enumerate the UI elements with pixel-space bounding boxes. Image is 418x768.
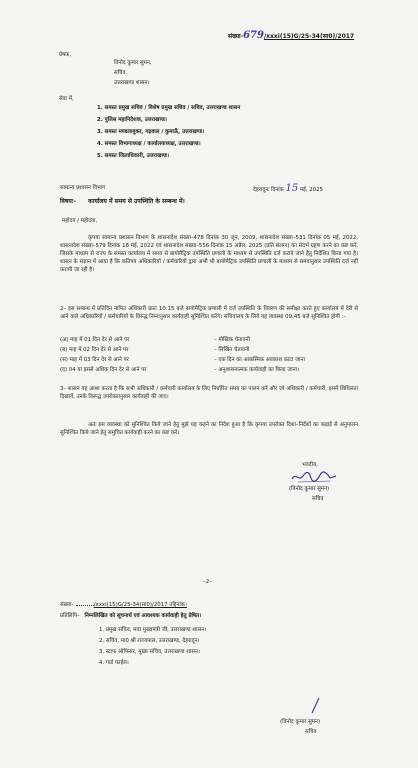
action-row (60, 365, 299, 373)
copy-recipient-item: 2. सचिव, मा0 श्री राज्यपाल, उत्तराखण्ड, देहरादून। (99, 638, 200, 644)
action-consequence: – मौखिक चेतावनी (214, 337, 250, 343)
copy-intro-text: निम्नलिखित को सूचनार्थ एवं आवश्यक कार्यवाही हेतु प्रेषित। (84, 613, 202, 619)
copy-recipient-item: 1. प्रमुख सचिव, मा0 मुख्यमंत्री जी, उत्तराखण्ड शासन। (99, 627, 207, 633)
recipients-label: सेवा में, (59, 96, 74, 102)
initial-mark-image (308, 697, 322, 715)
action-row (60, 345, 249, 353)
sender-label: प्रेषक, (59, 52, 72, 58)
action-consequence: – लिखित चेतावनी (214, 347, 250, 353)
copy-reference-number (60, 603, 187, 608)
subject-text: कार्यालय में समय से उपस्थिति के सम्बन्ध में। (88, 198, 185, 205)
reference-prefix: संख्या- (228, 33, 244, 40)
action-consequence: – एक दिन का आकस्मिक अवकाश काटा जाना (214, 357, 305, 363)
signer-designation: सचिव (312, 496, 324, 502)
copy-ref-prefix: संख्या– (60, 602, 75, 608)
copy-recipient-item: 4. गार्ड फाईल। (99, 660, 129, 666)
action-row (60, 335, 250, 343)
copy-signer-name: (विनोद कुमार सुमन) (280, 719, 321, 725)
recipient-item: 4. समस्त विभागाध्यक्ष / कार्यालयाध्यक्ष, उत्तराखण्ड। (97, 141, 201, 147)
recipient-item: 1. समस्त प्रमुख सचिव / विशेष प्रमुख सचिव / सचिव, उत्तराखण्ड शासन (97, 105, 241, 111)
subject-label: विषयः– (60, 198, 77, 205)
sender-name: विनोद कुमार सुमन, (114, 60, 152, 66)
closing: भवदीय, (302, 462, 318, 468)
reference-handwritten-number: 679 (243, 30, 264, 41)
copy-intro (60, 614, 201, 619)
action-table (60, 335, 360, 377)
recipient-item: 2. पुलिस महानिदेशक, उत्तराखण्ड। (97, 117, 167, 123)
recipient-item: 3. समस्त मण्डलायुक्त, गढ़वाल / कुमाऊँ, उत्तराखण्ड। (97, 129, 205, 135)
copy-recipient-item: 3. स्टाफ ऑफिसर, मुख्य सचिव, उत्तराखण्ड शासन। (99, 649, 200, 655)
department-name: सामान्य प्रशासन विभाग (60, 185, 106, 191)
copy-recipient-list (99, 625, 379, 675)
date-suffix: मई, 2025 (299, 187, 323, 193)
paragraph-3: 3– शासन यह आशा करता है कि सभी अधिकारी / कर्मचारी कार्यालय के लिए निर्धारित समय का पालन करें और जो अधिकारी / कर्मचारी, इसमें शिथिलता दिखायें, उनके विरूद्ध उपरोक्तानुसार कार्यवाही की जाए। (60, 386, 358, 400)
subject-line (60, 199, 185, 205)
action-condition: (ब) माह में 02 दिन देर से आने पर (60, 347, 129, 353)
action-condition: (द) 04 या इससे अधिक दिन देर से आने पर (60, 367, 147, 373)
sender-designation: सचिव, (114, 70, 128, 76)
reference-number (228, 31, 354, 41)
paragraph-4: अतः इस व्यवस्था को सुनिश्चित किये जाने हेतु मुझे यह कहने का निदेश हुआ है कि कृपया उपरोक्त दिशा–निर्देशों का कड़ाई से अनुपालन सुनिश्चित किये जाने हेतु समुचित कार्यवाही करने का कष्ट करें। (60, 422, 358, 436)
signature-scribble-image (290, 470, 338, 484)
action-row (60, 355, 305, 363)
copy-intro-label: प्रतिलिपि– (60, 613, 80, 619)
paragraph-1: कृपया सामान्य प्रशासन विभाग के शासनादेश संख्या–478 दिनांक 30 जून, 2009, शासनादेश संख्या–531 दिनांक 05 मई, 2022, शासनादेश संख्या–579 दिनांक 18 मई, 2022 एवं शासनादेश संख्या–556 दिनांक 15 अप्रैल, 2025 (प्रति संलग्न) का संदर्भ ग्रहण करने का कष्ट करें, जिसके माध्यम से राज्य के समस्त कार्यालय में समय से बायोमैट्रिक उपस्थिति प्रणाली के माध्यम से उपस्थिति दर्ज कराये जाने हेतु निर्देशित किया गया है। शासन के संज्ञान में आया है कि कतिपय अधिकारियों / कर्मचारियों द्वारा अभी भी बायोमैट्रिक उपस्थिति प्रणाली के माध्यम से समयानुसार उपस्थिति दर्ज नहीं करायी जा रही है। (60, 235, 358, 273)
reference-suffix: /xxxi(15)G/25-34(सा0)/2017 (263, 33, 355, 40)
action-condition: (स) माह में 03 दिन देर से आने पर (60, 357, 129, 363)
recipients-list (97, 103, 397, 175)
sender-org: उत्तराखण्ड शासन। (114, 80, 150, 86)
page-number: –2– (203, 579, 212, 585)
date-handwritten: 15 (285, 183, 299, 194)
action-condition: (अ) माह में 01 दिन देर से आने पर (60, 337, 130, 343)
signer-name: (विनोद कुमार सुमन) (289, 486, 330, 492)
place-date (253, 184, 323, 194)
recipient-item: 5. समस्त जिलाधिकारी, उत्तराखण्ड। (97, 153, 169, 159)
salutation: महोदय / महोदया, (62, 218, 98, 224)
paragraph-2: 2– इस सम्बन्ध में प्रतिदिन नामित अधिकारी प्रातः 10:15 बजे बायोमैट्रिक प्रणाली में दर्ज उपस्थिति के विवरण की समीक्षा करते हुए कार्यालय में देरी से आने वाले अधिकारियों / कर्मचारियों के विरुद्ध निम्नानुसार कार्यवाही सुनिश्चित करेंगे। सचिवालय के लिये यह व्यवस्था 09:45 बजे सुनिश्चित होगी :– (60, 306, 358, 320)
copy-signer-designation: सचिव (305, 729, 317, 735)
place-date-prefix: देहरादूनः दिनांक (253, 187, 284, 193)
action-consequence: – अनुशासनात्मक कार्यवाही का किया जाना। (214, 367, 300, 373)
copy-ref-suffix: /xxxi(15)G/25-34(सा0)/2017 तद्दिनांक। (93, 602, 187, 608)
